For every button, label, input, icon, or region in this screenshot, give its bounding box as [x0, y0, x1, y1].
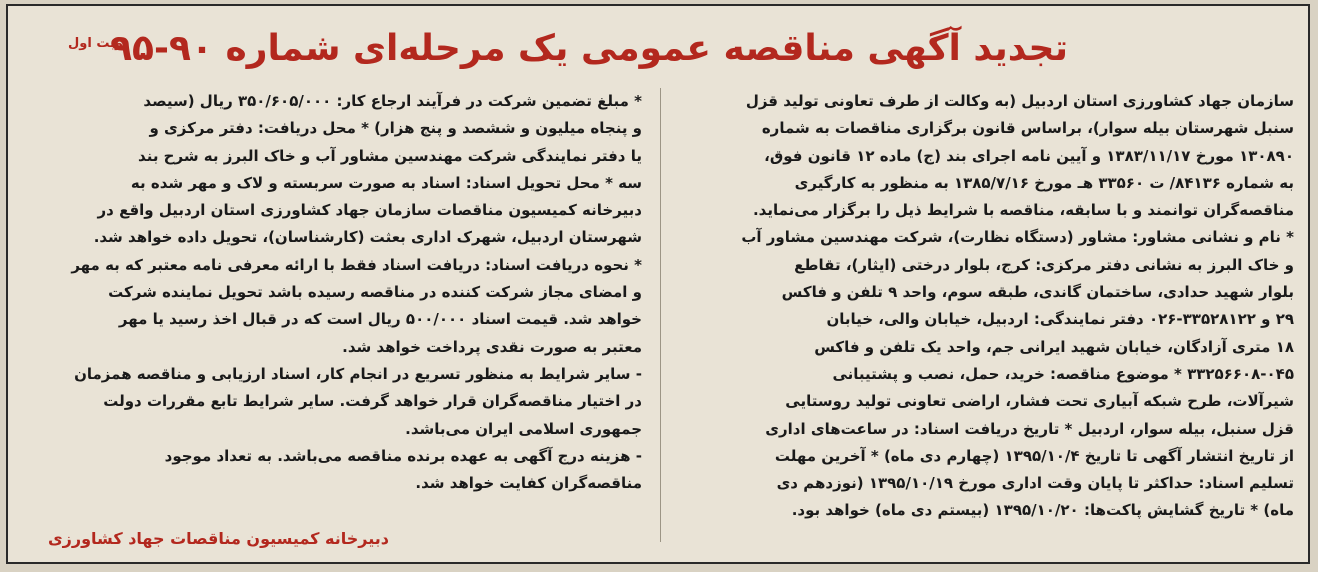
- text-line: شهرستان اردبیل، شهرک اداری بعثت (کارشناسان)، تحویل داده خواهد شد.: [93, 228, 642, 247]
- text-line: سنبل شهرستان بیله سوار)، براساس قانون برگزاری مناقصات به شماره: [761, 119, 1294, 138]
- text-line: و خاک البرز به نشانی دفتر مرکزی: کرج، بلوار درختی (ایثار)، تقاطع: [794, 255, 1294, 274]
- text-line: معتبر به صورت نقدی پرداخت خواهد شد.: [342, 337, 642, 356]
- text-line: به شماره ۸۴۱۳۶/ ت ۳۳۵۶۰ هـ مورخ ۱۳۸۵/۷/۱۶ به منظور به کارگیری: [794, 173, 1294, 192]
- text-line: ماه) * تاریخ گشایش پاکت‌ها: ۱۳۹۵/۱۰/۲۰ (بیستم دی ماه) خواهد بود.: [791, 501, 1294, 520]
- text-line: در اختیار مناقصه‌گران قرار خواهد گرفت. سایر شرایط تابع مقررات دولت: [103, 392, 642, 411]
- text-line: * نام و نشانی مشاور: مشاور (دستگاه نظارت)، شرکت مهندسین مشاور آب: [741, 228, 1294, 247]
- text-line: سازمان جهاد کشاورزی استان اردبیل (به وکالت از طرف تعاونی تولید قزل: [745, 92, 1294, 110]
- text-line: قزل سنبل، بیله سوار، اردبیل * تاریخ دریافت اسناد: در ساعت‌های اداری: [765, 419, 1294, 438]
- column-divider: [660, 88, 661, 542]
- text-line: - هزینه درج آگهی به عهده برنده مناقصه می‌باشد. به تعداد موجود: [164, 446, 642, 465]
- text-line: تسلیم اسناد: حداکثر تا پایان وقت اداری مورخ ۱۳۹۵/۱۰/۱۹ (نوزدهم دی: [776, 474, 1294, 493]
- text-line: * مبلغ تضمین شرکت در فرآیند ارجاع کار: ۳۵۰/۶۰۵/۰۰۰ ریال (سیصد: [143, 92, 642, 110]
- text-line: ۱۸ متری آزادگان، خیابان شهید ایرانی جم، واحد یک تلفن و فاکس: [814, 337, 1294, 356]
- right-column: [682, 88, 1294, 525]
- text-line: ۳۳۲۵۶۶۰۸-۰۴۵ * موضوع مناقصه: خرید، حمل، نصب و پشتیبانی: [832, 364, 1294, 383]
- text-line: ۱۳۰۸۹۰ مورخ ۱۳۸۳/۱۱/۱۷ و آیین نامه اجرای بند (ج) ماده ۱۲ قانون فوق،: [764, 146, 1294, 165]
- text-line: یا دفتر نمایندگی شرکت مهندسین مشاور آب و خاک البرز به شرح بند: [138, 146, 642, 165]
- edition-badge: نوبت اول: [68, 36, 129, 51]
- text-line: بلوار شهید حدادی، ساختمان گاندی، طبقه سوم، واحد ۹ تلفن و فاکس: [781, 283, 1294, 302]
- text-line: مناقصه‌گران کفایت خواهد شد.: [415, 474, 642, 493]
- text-line: سه * محل تحویل اسناد: اسناد به صورت سربسته و لاک و مهر شده به: [130, 173, 642, 192]
- text-line: شیرآلات، طرح شبکه آبیاری تحت فشار، اراضی تعاونی تولید روستایی: [785, 392, 1294, 411]
- text-line: از تاریخ انتشار آگهی تا تاریخ ۱۳۹۵/۱۰/۴ (چهارم دی ماه) * آخرین مهلت: [774, 446, 1294, 465]
- text-line: دبیرخانه کمیسیون مناقصات سازمان جهاد کشاورزی استان اردبیل واقع در: [97, 201, 642, 220]
- text-line: خواهد شد. قیمت اسناد ۵۰۰/۰۰۰ ریال است که در قبال اخذ رسید یا مهر: [118, 310, 642, 329]
- text-line: * نحوه دریافت اسناد: دریافت اسناد فقط با ارائه معرفی نامه معتبر که به مهر: [71, 255, 642, 274]
- text-line: و پنجاه میلیون و ششصد و پنج هزار) * محل دریافت: دفتر مرکزی و: [149, 119, 642, 138]
- text-line: مناقصه‌گران توانمند و با سابقه، مناقصه با شرایط ذیل را برگزار می‌نماید.: [752, 201, 1294, 220]
- tender-notice: [6, 4, 1310, 564]
- text-line: و امضای مجاز شرکت کننده در مناقصه رسیده باشد تحویل نماینده شرکت: [108, 283, 642, 302]
- text-line: جمهوری اسلامی ایران می‌باشد.: [405, 419, 642, 438]
- issuer-signature: دبیرخانه کمیسیون مناقصات جهاد کشاورزی: [48, 529, 390, 548]
- notice-title: تجدید آگهی مناقصه عمومی یک مرحله‌ای شماره ۹۰-۹۵: [110, 28, 1068, 69]
- text-line: - سایر شرایط به منظور تسریع در انجام کار، اسناد ارزیابی و مناقصه همزمان: [74, 364, 642, 383]
- text-line: ۲۹ و ۳۳۵۲۸۱۲۲-۰۲۶ دفتر نمایندگی: اردبیل، خیابان والی، خیابان: [826, 310, 1294, 329]
- left-column: [28, 88, 642, 497]
